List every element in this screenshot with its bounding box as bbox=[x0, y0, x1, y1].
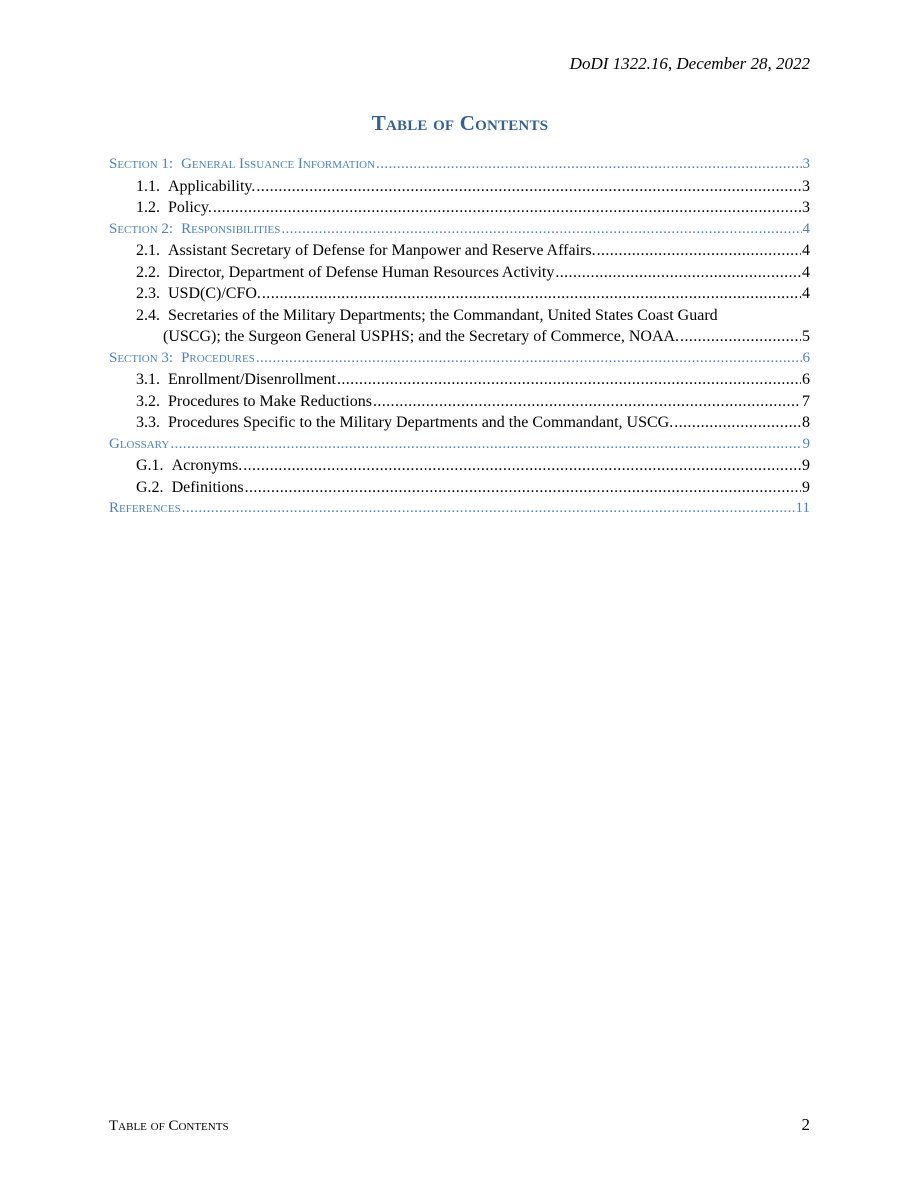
dot-leader bbox=[597, 242, 801, 260]
toc-entry-label-continued: (USCG); the Surgeon General USPHS; and the Secretary of Commerce, NOAA. bbox=[163, 328, 680, 345]
toc-entry-number: 3.1. bbox=[136, 371, 160, 388]
toc-entry-number: G.2. bbox=[136, 478, 164, 496]
toc-entry-g-1[interactable] bbox=[109, 457, 810, 479]
dot-leader bbox=[680, 328, 801, 346]
dot-leader bbox=[281, 221, 801, 238]
toc-entry-label: Procedures bbox=[181, 349, 255, 366]
toc-entry-number: 2.3. bbox=[136, 285, 160, 302]
toc-entry-number: 3.2. bbox=[136, 392, 160, 410]
table-of-contents bbox=[109, 156, 810, 522]
toc-entry-label: Definitions bbox=[171, 478, 244, 496]
toc-entry-section-1[interactable] bbox=[109, 156, 810, 178]
toc-entry-page: 11 bbox=[795, 500, 810, 516]
toc-entry-page: 4 bbox=[802, 242, 810, 259]
toc-entry-label: Glossary bbox=[109, 435, 170, 452]
toc-entry-label: Responsibilities bbox=[181, 220, 281, 237]
toc-entry-3-1[interactable] bbox=[109, 371, 810, 393]
dot-leader bbox=[373, 393, 801, 411]
toc-entry-label: Assistant Secretary of Defense for Manpower and Reserve Affairs. bbox=[168, 242, 596, 259]
dot-leader bbox=[337, 371, 801, 389]
dot-leader bbox=[555, 264, 801, 282]
toc-entry-number: 1.1. bbox=[136, 177, 160, 195]
toc-entry-label: Policy. bbox=[168, 199, 212, 216]
toc-entry-section-2[interactable] bbox=[109, 221, 810, 243]
toc-entry-page: 5 bbox=[802, 328, 810, 345]
dot-leader bbox=[182, 500, 795, 517]
toc-entry-page: 9 bbox=[802, 478, 810, 496]
toc-entry-page: 7 bbox=[802, 392, 810, 410]
toc-entry-page: 3 bbox=[802, 156, 810, 172]
toc-entry-page: 6 bbox=[802, 349, 810, 366]
toc-entry-2-4[interactable] bbox=[109, 307, 810, 350]
toc-entry-page: 4 bbox=[802, 285, 810, 302]
toc-entry-label: Applicability. bbox=[168, 177, 256, 195]
toc-entry-number: 1.2. bbox=[136, 199, 160, 216]
dot-leader bbox=[376, 156, 801, 173]
dot-leader bbox=[170, 436, 801, 453]
toc-entry-glossary[interactable] bbox=[109, 436, 810, 458]
toc-entry-page: 8 bbox=[802, 414, 810, 431]
dot-leader bbox=[213, 199, 801, 217]
toc-entry-number: 2.1. bbox=[136, 242, 160, 259]
toc-entry-2-2[interactable] bbox=[109, 264, 810, 286]
toc-entry-3-2[interactable] bbox=[109, 393, 810, 415]
toc-entry-page: 9 bbox=[802, 435, 810, 452]
toc-entry-references[interactable] bbox=[109, 500, 810, 522]
running-header: DoDI 1322.16, December 28, 2022 bbox=[569, 54, 810, 73]
toc-entry-label: USD(C)/CFO. bbox=[168, 285, 261, 302]
toc-entry-label: Secretaries of the Military Departments; the Commandant, United States Coast Guard bbox=[168, 306, 718, 324]
toc-entry-1-1[interactable] bbox=[109, 178, 810, 200]
toc-entry-label: Acronyms. bbox=[171, 457, 243, 474]
toc-entry-g-2[interactable] bbox=[109, 479, 810, 501]
toc-entry-page: 3 bbox=[802, 199, 810, 216]
toc-entry-label: Enrollment/Disenrollment bbox=[168, 371, 336, 388]
dot-leader bbox=[256, 350, 802, 367]
dot-leader bbox=[262, 285, 801, 303]
dot-leader bbox=[245, 479, 801, 497]
toc-entry-2-3[interactable] bbox=[109, 285, 810, 307]
toc-entry-number: G.1. bbox=[136, 457, 164, 474]
dot-leader bbox=[256, 178, 801, 196]
toc-entry-3-3[interactable] bbox=[109, 414, 810, 436]
toc-entry-number: Section 2: bbox=[109, 220, 174, 237]
toc-entry-label: Procedures Specific to the Military Departments and the Commandant, USCG. bbox=[168, 414, 674, 431]
toc-entry-label: General Issuance Information bbox=[181, 156, 376, 172]
toc-entry-page: 4 bbox=[802, 263, 810, 281]
toc-entry-page: 3 bbox=[802, 177, 810, 195]
toc-entry-number: Section 3: bbox=[109, 349, 174, 366]
toc-entry-page: 9 bbox=[802, 457, 810, 474]
dot-leader bbox=[674, 414, 801, 432]
toc-entry-number: Section 1: bbox=[109, 156, 174, 172]
toc-entry-page: 6 bbox=[802, 371, 810, 388]
toc-entry-label: Procedures to Make Reductions bbox=[168, 392, 372, 410]
toc-entry-label: References bbox=[109, 500, 181, 516]
page-number: 2 bbox=[801, 1115, 810, 1134]
toc-entry-1-2[interactable] bbox=[109, 199, 810, 221]
dot-leader bbox=[243, 457, 801, 475]
toc-entry-number: 2.2. bbox=[136, 263, 160, 281]
running-footer-section: Table of Contents bbox=[109, 1118, 229, 1134]
toc-title: Table of Contents bbox=[371, 111, 549, 135]
toc-entry-number: 3.3. bbox=[136, 414, 160, 431]
toc-entry-number: 2.4. bbox=[136, 306, 160, 324]
toc-entry-page: 4 bbox=[802, 220, 810, 237]
toc-entry-section-3[interactable] bbox=[109, 350, 810, 372]
toc-entry-2-1[interactable] bbox=[109, 242, 810, 264]
toc-entry-label: Director, Department of Defense Human Resources Activity bbox=[168, 263, 555, 281]
